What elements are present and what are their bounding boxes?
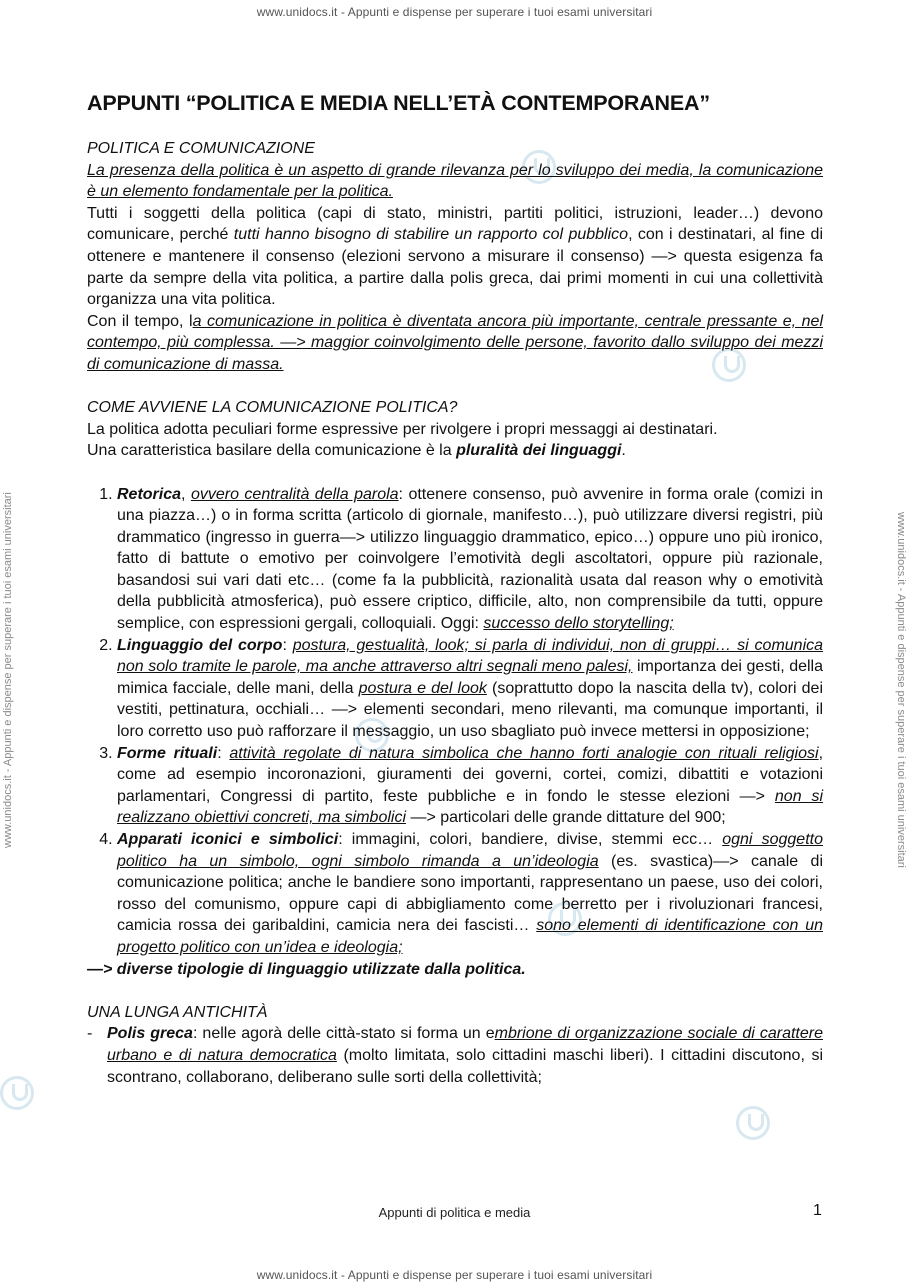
numbered-list (87, 484, 823, 959)
paragraph: Tutti i soggetti della politica (capi di stato, ministri, partiti politici, istruzioni, leader…) devono comunicare, perché tutti hanno bisogno di stabilire un rapporto col pubblico, con i destinatari, al fine di ottenere e mantenere il consenso (elezioni servono a misurare il consenso) —> questa esigenza fa parte da sempre della vita politica, a partire dalla polis greca, dai primi momenti in cui una collettività organizza una vita politica. (87, 204, 824, 309)
banner-text: www.unidocs.it - Appunti e dispense per superare i tuoi esami universitari (256, 5, 653, 19)
paragraph: Con il tempo, la comunicazione in politica è diventata ancora più importante, centrale pressante e, nel contempo, più complessa. —> maggior coinvolgimento delle persone, favorito dallo sviluppo dei mezzi di comunicazione di massa. (87, 312, 823, 373)
left-side-watermark: www.unidocs.it - Appunti e dispense per superare i tuoi esami universitari (2, 492, 14, 848)
section-heading: UNA LUNGA ANTICHITÀ (87, 1003, 268, 1021)
banner-text: www.unidocs.it - Appunti e dispense per superare i tuoi esami universitari (256, 1268, 653, 1282)
dash-list (87, 1023, 823, 1088)
paragraph: La presenza della politica è un aspetto di grande rilevanza per lo sviluppo dei media, la comunicazione è un elemento fondamentale per la politica. (87, 161, 823, 201)
document-page (87, 88, 823, 1088)
right-side-watermark: www.unidocs.it - Appunti e dispense per superare i tuoi esami universitari (895, 512, 907, 868)
unidocs-logo-icon (736, 1106, 770, 1140)
section-come-avviene (87, 397, 823, 980)
section-heading: POLITICA E COMUNICAZIONE (87, 140, 315, 157)
list-item: 1. Retorica, ovvero centralità della parola: ottenere consenso, può avvenire in forma orale (comizi in una piazza…) o in forma scritta (articolo di giornale, manifesto…), può utilizzare diversi registri, più drammatico (ingresso in guerra—> utilizzo linguaggio drammatico, epico…) oppure uno più ironico, fatto di battute o emotivo per coinvolgere l’emotività degli ascoltatori, oppure più razionale, basandosi sui vari dati etc… (come fa la pubblicità, razionalità usata dal reason why o emotività della pubblicità atmosferica), può essere criptico, difficile, alto, non comprensibile da tutti, oppure semplice, con espressioni gergali, colloquiali. Oggi: successo dello storytelling; (117, 484, 823, 635)
section-politica-comunicazione (87, 138, 823, 376)
list-item: 2. Linguaggio del corpo: postura, gestualità, look; si parla di individui, non di gruppi… si comunica non solo tramite le parole, ma anche attraverso altri segnali meno palesi, importanza dei gesti, della mimica facciale, delle mani, della postura e del look (soprattutto dopo la nascita della tv), colori dei vestiti, pettinatura, occhiali… —> elementi secondari, meno rilevanti, ma comunque importanti, il loro corretto uso può rafforzare il messaggio, un uso sbagliato può invece mettersi in opposizione; (117, 635, 823, 743)
summary-line: —> diverse tipologie di linguaggio utilizzate dalla politica. (87, 960, 526, 978)
list-item: 4. Apparati iconici e simbolici: immagini, colori, bandiere, divise, stemmi ecc… ogni soggetto politico ha un simbolo, ogni simbolo rimanda a un’ideologia (es. svastica)—> canale di comunicazione politica; anche le bandiere sono importanti, rappresentano un paese, uso dei colori, rosso del comunismo, oppure capi di abbigliamento come berretto per i rivoluzionari francesi, camicia rossa dei garibaldini, camicia nera dei fascisti… sono elementi di identificazione con un progetto politico con un’idea e ideologia; (117, 829, 823, 959)
unidocs-logo-icon (0, 1076, 34, 1110)
section-lunga-antichita (87, 1002, 823, 1088)
section-heading: COME AVVIENE LA COMUNICAZIONE POLITICA? (87, 399, 458, 417)
bottom-watermark-banner (0, 1268, 909, 1282)
list-item: 3. Forme rituali: attività regolate di natura simbolica che hanno forti analogie con rituali religiosi, come ad esempio incoronazioni, giuramenti dei governi, cortei, comizi, dibattiti e votazioni parlamentari, Congressi di partito, feste pubbliche e in fondo le stesse elezioni —> non si realizzano obiettivi concreti, ma simbolici —> particolari delle grande dittature del 900; (117, 743, 823, 829)
paragraph: Una caratteristica basilare della comunicazione è la pluralità dei linguaggi. (87, 442, 626, 460)
document-title: APPUNTI “POLITICA E MEDIA NELL’ETÀ CONTEMPORANEA” (87, 91, 710, 115)
list-item: - Polis greca: nelle agorà delle città-stato si forma un embrione di organizzazione sociale di carattere urbano e di natura democratica (molto limitata, solo cittadini maschi liberi). I cittadini discutono, si scontrano, collaborano, deliberano sulle sorti della collettività; (107, 1023, 823, 1088)
footer-title: Appunti di politica e media (378, 1205, 531, 1220)
page-number: 1 (813, 1202, 822, 1219)
top-watermark-banner (0, 5, 909, 19)
paragraph: La politica adotta peculiari forme espressive per rivolgere i propri messaggi ai destinatari. (87, 420, 718, 438)
